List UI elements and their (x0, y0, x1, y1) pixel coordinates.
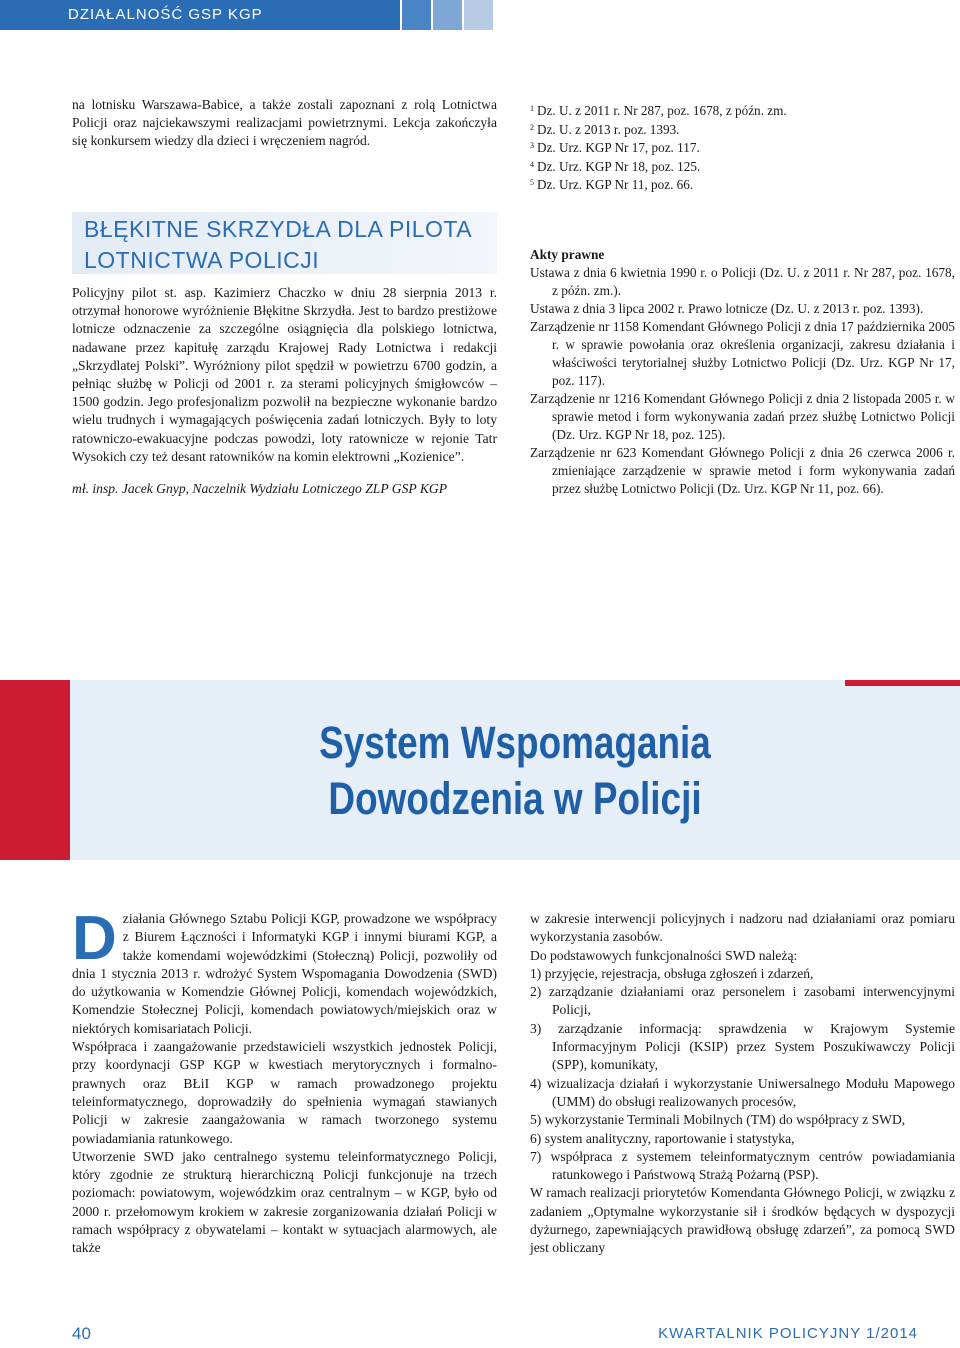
page-number: 40 (72, 1324, 91, 1343)
list-item: 3) zarządzanie informacją: sprawdzenia w Krajowym Systemie Informacyjnym Policji (KSIP) przez System Poszukiwawczy Policji (SPP), komunikaty, (530, 1020, 955, 1073)
akty-prawne (530, 246, 955, 498)
article-title (150, 715, 880, 827)
akty-item: Zarządzenie nr 1158 Komendant Głównego Policji z dnia 17 października 2005 r. w sprawie powołania oraz określenia organizacji, zakresu działania i właściwości terytorialnej służby Lotnictwo Policji (Dz. Urz. KGP Nr 17, poz. 117). (530, 319, 955, 388)
section-body (72, 284, 497, 498)
band-accent (845, 680, 960, 686)
akty-item: Ustawa z dnia 6 kwietnia 1990 r. o Policji (Dz. U. z 2011 r. Nr 287, poz. 1678, z późn. zm.). (530, 265, 955, 298)
signature: mł. insp. Jacek Gnyp, Naczelnik Wydziału Lotniczego ZLP GSP KGP (72, 481, 448, 497)
article-title-band (0, 680, 960, 860)
footnote: $^2$ Dz. U. z 2013 r. poz. 1393. (530, 121, 680, 137)
header-square (433, 0, 462, 30)
article-title-line: System Wspomagania (319, 717, 711, 768)
article-paragraph: Do podstawowych funkcjonalności SWD należą: (530, 947, 798, 963)
article-paragraph: Utworzenie SWD jako centralnego systemu teleinformatycznego Policji, który zgodnie ze strukturą hierarchiczną Policji funkcjonuje na trzech poziomach: powiatowym, wojewódzkim oraz centralnym – w KGP, było od 2000 r. przełomowym krokiem w zakresie zorganizowania działań Policji w ramach współpracy z obywatelami – kontakt w sytuacjach alarmowych, ale także (72, 1148, 497, 1256)
magazine-title: KWARTALNIK POLICYJNY 1/2014 (658, 1325, 918, 1342)
page-header (0, 0, 960, 30)
list-item: 2) zarządzanie działaniami oraz personelem i zasobami interwencyjnymi Policji, (530, 984, 955, 1018)
article-paragraph: w zakresie interwencji policyjnych i nadzoru nad działaniami oraz pomiaru wykorzystania zasobów. (530, 911, 955, 945)
section-heading-line: LOTNICTWA POLICJI (84, 247, 320, 273)
header-square (402, 0, 431, 30)
list-item: 7) współpraca z systemem teleinformatycznym centrów powiadamiania ratunkowego i Państwową Strażą Pożarną (PSP). (530, 1148, 955, 1183)
article-paragraph: ziałania Głównego Sztabu Policji KGP, prowadzone we współpracy z Biurem Łączności i Informatyki KGP i innymi biurami KGP, a także komendami wojewódzkimi (Stołeczną) Policji, pozwoliły od dnia 1 stycznia 2013 r. wdrożyć System Wspomagania Dowodzenia (SWD) do użytkowania w Komendzie Głównej Policji, komendach wojewódzkich, Komendzie Stołecznej Policji, komendach powiatowych/miejskich oraz w niektórych komisariatach Policji. (72, 911, 497, 1036)
article-paragraph: W ramach realizacji priorytetów Komendanta Głównego Policji, w związku z zadaniem „Optymalne wykorzystanie sił i środków będących w dyspozycji dyżurnego, zapewniających prawidłową obsługę zdarzeń”, za pomocą SWD jest obliczany (530, 1185, 955, 1256)
list-item: 1) przyjęcie, rejestracja, obsługa zgłoszeń i zdarzeń, (530, 965, 814, 981)
footnote: $^1$ Dz. U. z 2011 r. Nr 287, poz. 1678, z późn. zm. (530, 103, 787, 118)
article-paragraph: Współpraca i zaangażowanie przedstawicieli wszystkich jednostek Policji, przy koordynacji GSP KGP w kwestiach merytorycznych i formalno-prawnych oraz BŁiI KGP w ramach prowadzonego projektu teleinformatycznego, doprowadziły do spełnienia wymagań stawianych Policji w zakresie zaangażowania w ramach tworzonego systemu powiadamiania ratunkowego. (72, 1039, 497, 1146)
intro-text: na lotnisku Warszawa-Babice, a także zostali zapoznani z rolą Lotnictwa Policji oraz najciekawszymi realizacjami powietrznymi. Lekcja zakończyła się konkursem wiedzy dla dzieci i wręczeniem nagród. (72, 97, 497, 149)
header-square (464, 0, 493, 30)
intro-paragraph (72, 96, 497, 151)
band-accent (0, 680, 70, 860)
section-body-text: Policyjny pilot st. asp. Kazimierz Chaczko w dniu 28 sierpnia 2013 r. otrzymał honorowe wyróżnienie Błękitne Skrzydła. Jest to bardzo prestiżowe lotnicze odznaczenie za szczególne osiągnięcia dla polskiego lotnictwa, nadawane przez kapitułę zarządu Krajowej Rady Lotnictwa i redakcji „Skrzydlatej Polski”. Wyróżniony pilot spędził w powietrzu 6700 godzin, a pełniąc służbę w Policji od 2001 r. za sterami policyjnych śmigłowców – 1500 godzin. Jego profesjonalizm pozwolił na bezpieczne wykonanie bardzo wielu trudnych i wymagających poświęcenia zadań lotniczych. Były to loty ratowniczo-ewakuacyjne podczas powodzi, loty ratownicze w rejonie Tatr Wysokich czy też desant ratowników na komin elektrowni „Kozienice”. (72, 285, 497, 464)
article-title-line: Dowodzenia w Policji (328, 773, 702, 824)
article-right-column (530, 910, 955, 1258)
list-item: 5) wykorzystanie Terminali Mobilnych (TM) do współpracy z SWD, (530, 1112, 906, 1128)
akty-item: Zarządzenie nr 623 Komendant Głównego Policji z dnia 26 czerwca 2006 r. zmieniające zarządzenie w sprawie metod i form wykonywania zadań przez służbę Lotnictwo Policji (Dz. Urz. KGP Nr 11, poz. 66). (530, 445, 955, 496)
footnote: $^5$ Dz. Urz. KGP Nr 11, poz. 66. (530, 177, 694, 192)
akty-heading: Akty prawne (530, 247, 605, 262)
header-title: DZIAŁALNOŚĆ GSP KGP (68, 6, 263, 23)
footnote: $^3$ Dz. Urz. KGP Nr 17, poz. 117. (530, 140, 700, 155)
list-item: 6) system analityczny, raportowanie i statystyka, (530, 1130, 795, 1146)
section-heading-line: BŁĘKITNE SKRZYDŁA DLA PILOTA (84, 216, 473, 242)
article-left-column (72, 904, 497, 1258)
section-heading (72, 212, 497, 274)
drop-cap: D (72, 904, 117, 973)
akty-item: Ustawa z dnia 3 lipca 2002 r. Prawo lotnicze (Dz. U. z 2013 r. poz. 1393). (530, 301, 924, 316)
akty-item: Zarządzenie nr 1216 Komendant Głównego Policji z dnia 2 listopada 2005 r. w sprawie metod i form wykonywania zadań przez służbę Lotnictwo Policji (Dz. Urz. KGP Nr 18, poz. 125). (530, 391, 955, 442)
footnotes (530, 101, 910, 194)
list-item: 4) wizualizacja działań i wykorzystanie Uniwersalnego Modułu Mapowego (UMM) do obsługi realizowanych procesów, (530, 1075, 955, 1109)
footnote: $^4$ Dz. Urz. KGP Nr 18, poz. 125. (530, 158, 701, 174)
